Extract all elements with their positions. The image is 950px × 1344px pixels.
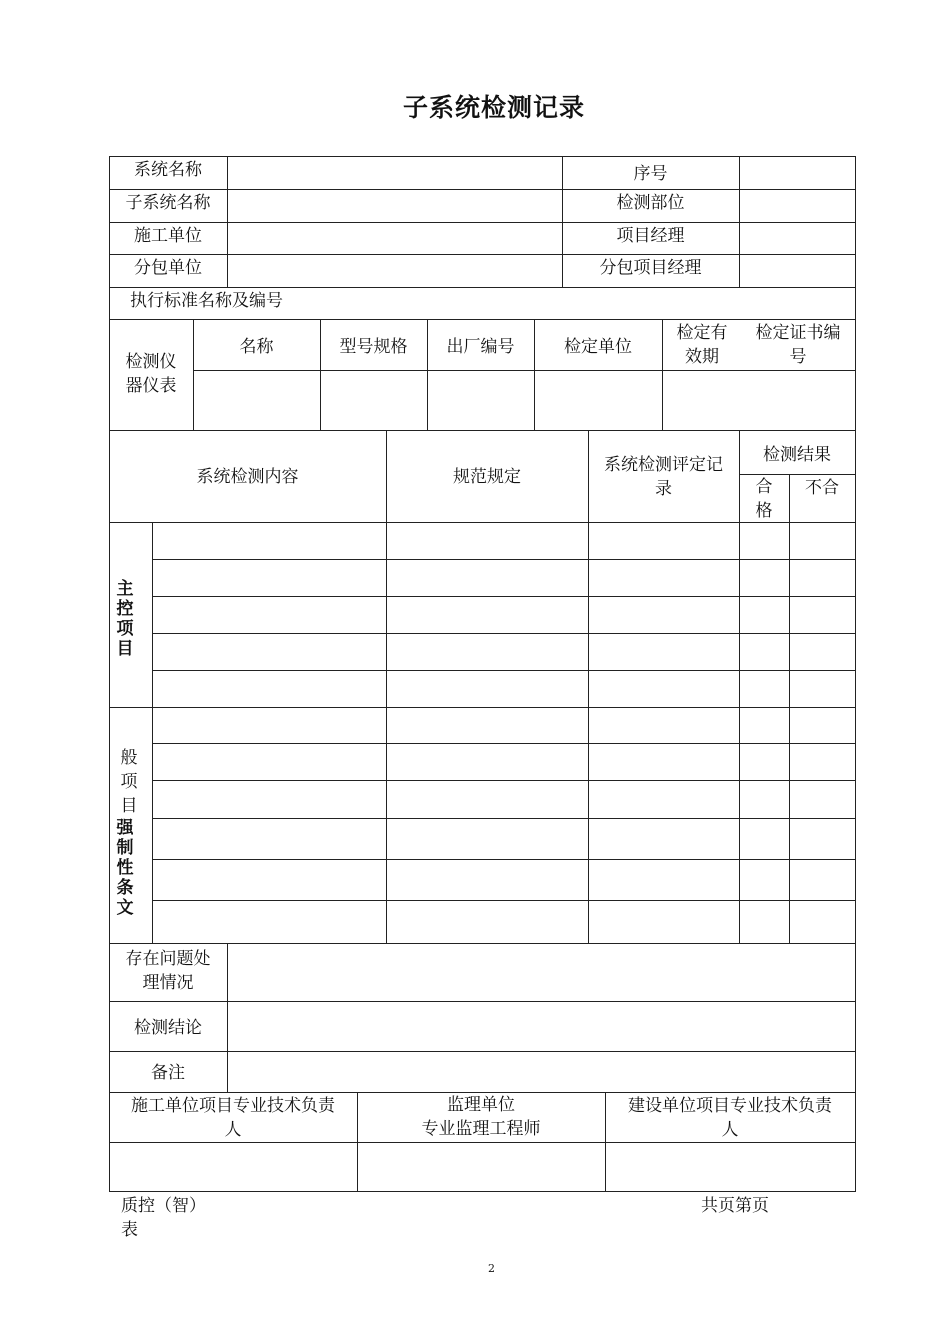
mandatory-clauses-label: 强 制 性 条 文 — [116, 818, 134, 918]
spec-header: 规范规定 — [453, 467, 521, 487]
system-name-label: 系统名称 — [134, 160, 202, 180]
sign-construction-field[interactable] — [110, 1143, 356, 1190]
conclusion-field[interactable] — [228, 1002, 854, 1050]
record-header: 系统检测评定记 录 — [604, 455, 723, 499]
sign-supervision-label: 监理单位 专业监理工程师 — [421, 1095, 541, 1139]
instruments-label: 检测仪 器仪表 — [125, 352, 177, 396]
serial-label: 序号 — [633, 164, 668, 184]
page-count: 共页第页 — [701, 1196, 769, 1216]
subcontract-pm-label: 分包项目经理 — [599, 258, 702, 278]
construction-unit-field[interactable] — [228, 223, 561, 253]
sign-owner-field[interactable] — [606, 1143, 854, 1190]
instrument-col-certificate: 检定证书编 号 — [755, 323, 841, 367]
general-items-label: 般 项 目 — [120, 748, 138, 816]
project-manager-field[interactable] — [740, 223, 854, 253]
instrument-col-model: 型号规格 — [339, 337, 408, 357]
problem-label: 存在问题处 理情况 — [125, 949, 211, 993]
subcontract-unit-field[interactable] — [228, 255, 561, 286]
pass-header: 合 格 — [755, 477, 773, 521]
inspect-part-label: 检测部位 — [616, 193, 685, 213]
page-number: 2 — [488, 1262, 495, 1275]
fail-header: 不合 — [805, 478, 839, 498]
page-title: 子系统检测记录 — [402, 93, 585, 122]
sign-supervision-field[interactable] — [358, 1143, 604, 1190]
subcontract-pm-field[interactable] — [740, 255, 854, 286]
check-content-header: 系统检测内容 — [196, 467, 299, 487]
sign-construction-label: 施工单位项目专业技术负责 人 — [131, 1096, 335, 1140]
sign-owner-label: 建设单位项目专业技术负责 人 — [628, 1096, 832, 1140]
subcontract-unit-label: 分包单位 — [134, 258, 202, 278]
construction-unit-label: 施工单位 — [134, 226, 202, 246]
inspect-part-field[interactable] — [740, 190, 854, 221]
main-items-label: 主 控 项 目 — [116, 579, 134, 659]
remark-field[interactable] — [228, 1052, 854, 1091]
conclusion-label: 检测结论 — [134, 1018, 202, 1038]
problem-field[interactable] — [228, 944, 854, 1000]
system-name-field[interactable] — [228, 157, 561, 188]
project-manager-label: 项目经理 — [616, 226, 685, 246]
instrument-col-validity: 检定有 效期 — [676, 323, 728, 367]
instrument-col-serial: 出厂编号 — [446, 337, 515, 357]
subsystem-name-field[interactable] — [228, 190, 561, 221]
form-code: 质控（智） 表 — [121, 1196, 206, 1240]
subsystem-name-label: 子系统名称 — [125, 193, 211, 213]
result-header: 检测结果 — [763, 445, 831, 465]
standard-label: 执行标准名称及编号 — [130, 291, 283, 311]
instrument-col-name: 名称 — [239, 337, 274, 357]
instrument-col-unit: 检定单位 — [564, 337, 632, 357]
remark-label: 备注 — [151, 1063, 185, 1083]
serial-field[interactable] — [740, 157, 854, 188]
